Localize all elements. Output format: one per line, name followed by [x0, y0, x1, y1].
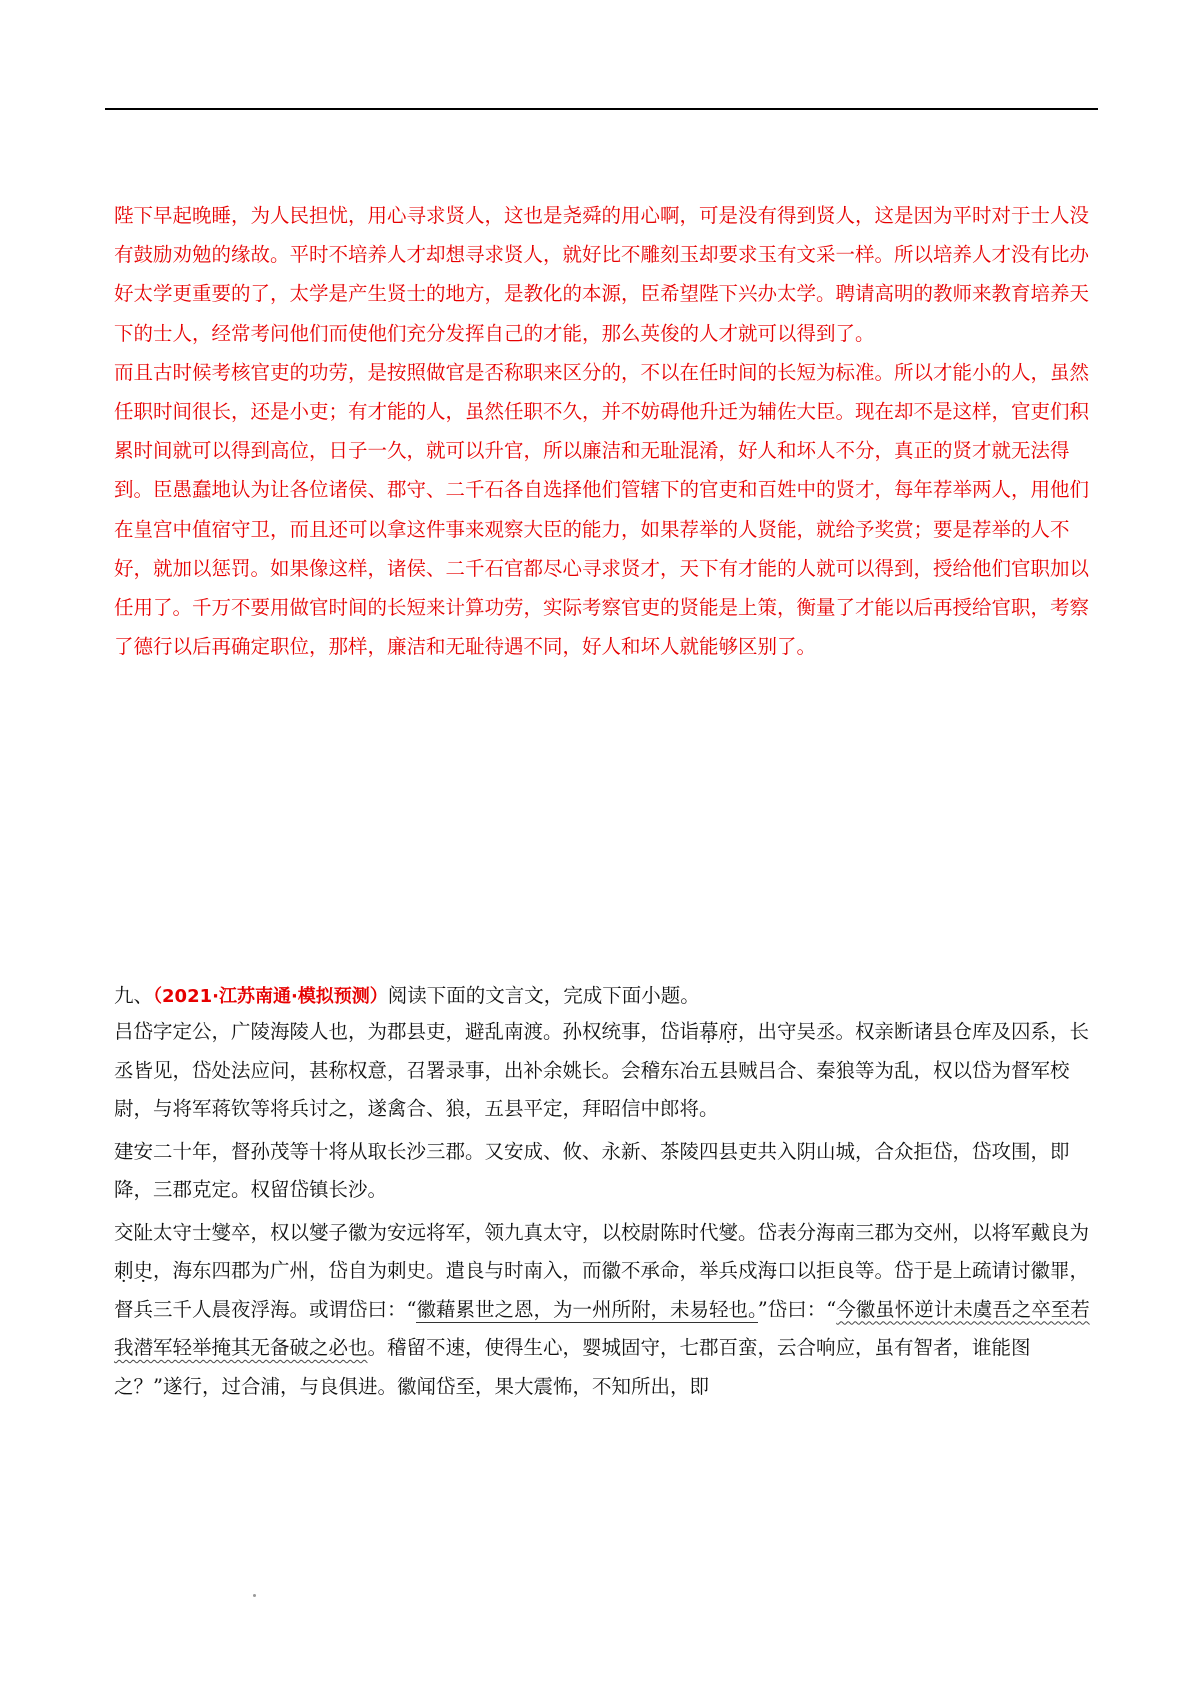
passage-text: 吕岱字定公，广陵海陵人也，为郡县吏，避乱南渡。孙权统事，岱诣	[114, 1020, 700, 1043]
dotted-char: 幕	[699, 1020, 719, 1043]
dotted-char: 府	[718, 1020, 739, 1043]
passage-text: ”岱曰：“	[757, 1297, 837, 1321]
answer-paragraph-1: 陛下早起晚睡，为人民担忧，用心寻求贤人，这也是尧舜的用心啊，可是没有得到贤人，这是因为平时对于士人没有鼓励劝勉的缘故。平时不培养人才却想寻求贤人，就好比不雕刻玉却要求玉有文采一样。所以培养人才没有比办好太学更重要的了，太学是产生贤士的地方，是教化的本源，臣希望陛下兴办太学。聘请高明的教师来教育培养天下的士人，经常考问他们而使他们充分发挥自己的才能，那么英俊的人才就可以得到了。	[114, 204, 1090, 345]
translation-answer	[114, 196, 1096, 666]
passage-text: ，海东四郡为广州，岱自为刺史。遣良与时南入，而徽不承命，举兵戍海口以拒良等。岱于是上疏请讨徽罪，督兵三千人晨夜浮海。或谓岱曰：“	[114, 1259, 1090, 1321]
passage-text: 。稽留不速，使得生心，婴城固守，七郡百蛮，云合响应，虽有智者，谁能图之？”遂行，过合浦，与良俱进。徽闻岱至，果大震怖，不知所出，即	[114, 1336, 1031, 1398]
wavy-underlined-sentence: 今徽虽怀逆计未虞吾之卒至若我潜军轻举掩其无备破之必也	[114, 1297, 1090, 1359]
passage-paragraph-1	[114, 1013, 1096, 1129]
question-nine	[114, 980, 1096, 1406]
scan-dot	[253, 1594, 256, 1597]
dotted-char: 刺	[114, 1259, 134, 1282]
question-header	[114, 980, 1096, 1013]
question-source: （2021·江苏南通·模拟预测）	[153, 986, 388, 1007]
passage-text: ，出守吴丞。权亲断诸县仓库及囚系，长丞皆见，岱处法应问，甚称权意，召署录事，出补余姚长。会稽东冶五县贼吕合、秦狼等为乱，权以岱为督军校尉，与将军蒋钦等将兵讨之，遂禽合、狼，五县平定，拜昭信中郎将。	[114, 1020, 1090, 1120]
underlined-sentence: 徽藉累世之恩，为一州所附，未易轻也。	[416, 1297, 758, 1321]
header-rule	[105, 108, 1098, 110]
passage-text: 交阯太守士燮卒，权以燮子徽为安远将军，领九真太守，以校尉陈时代燮。岱表分海南三郡为交州，以将军戴良为	[114, 1220, 1090, 1244]
answer-paragraph-2: 而且古时候考核官吏的功劳，是按照做官是否称职来区分的，不以在任时间的长短为标准。所以才能小的人，虽然任职时间很长，还是小吏；有才能的人，虽然任职不久，并不妨碍他升迁为辅佐大臣。现在却不是这样，官吏们积累时间就可以得到高位，日子一久，就可以升官，所以廉洁和无耻混淆，好人和坏人不分，真正的贤才就无法得到。臣愚蠢地认为让各位诸侯、郡守、二千石各自选择他们管辖下的官吏和百姓中的贤才，每年荐举两人，用他们在皇宫中值宿守卫，而且还可以拿这件事来观察大臣的能力，如果荐举的人贤能，就给予奖赏；要是荐举的人不好，就加以惩罚。如果像这样，诸侯、二千石官都尽心寻求贤才，天下有才能的人就可以得到，授给他们官职加以任用了。千万不要用做官时间的长短来计算功劳，实际考察官吏的贤能是上策，衡量了才能以后再授给官职，考察了德行以后再确定职位，那样，廉洁和无耻待遇不同，好人和坏人就能够区别了。	[114, 360, 1090, 659]
dotted-char: 史	[133, 1259, 154, 1282]
passage-paragraph-2: 建安二十年，督孙茂等十将从取长沙三郡。又安成、攸、永新、茶陵四县吏共入阴山城，合众拒岱，岱攻围，即降，三郡克定。权留岱镇长沙。	[114, 1139, 1070, 1201]
question-instruction: 阅读下面的文言文，完成下面小题。	[387, 984, 700, 1007]
question-number: 九、	[114, 984, 154, 1007]
passage-paragraph-3	[114, 1214, 1096, 1407]
